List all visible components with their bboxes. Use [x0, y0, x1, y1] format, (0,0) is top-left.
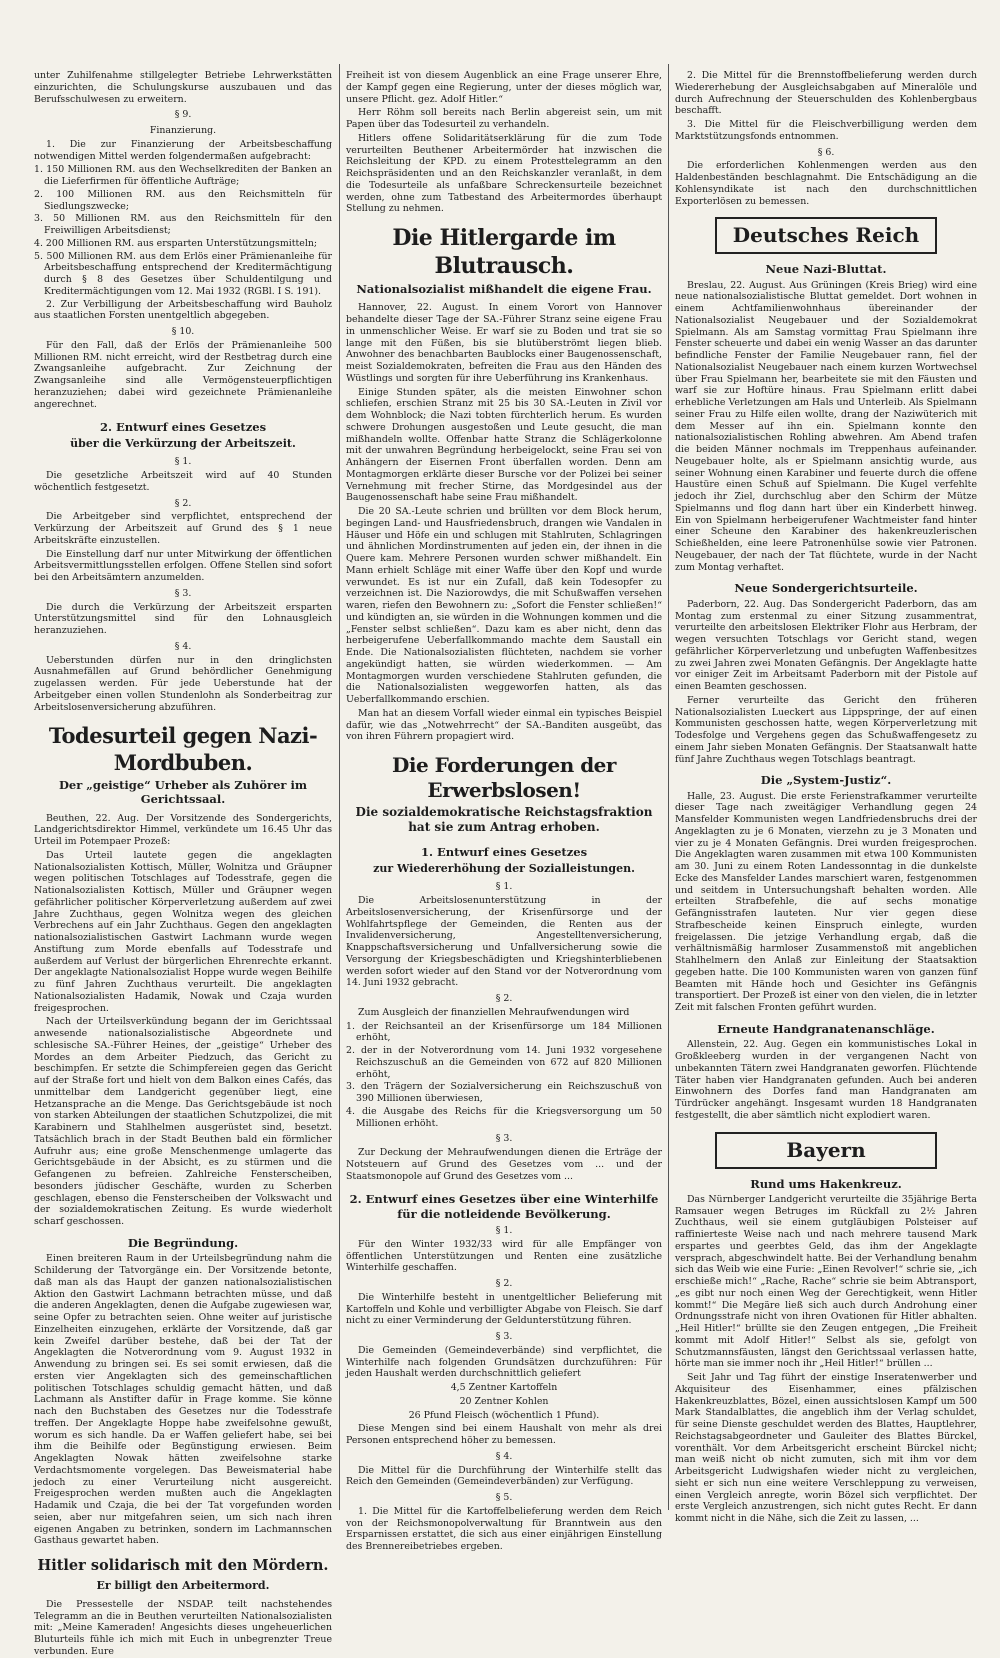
article-heading: Die „System-Justiz“. [760, 773, 892, 788]
paragraph: unter Zuhilfenahme stillgelegter Betriebe Lehrwerkstätten einzurichten, die Schulungskurse auszubauen und das Berufsschulwesen zu erweitern. [34, 70, 332, 105]
paragraph: Herr Röhm soll bereits nach Berlin abgereist sein, um mit Papen über das Todesurteil zu verhandeln. [346, 107, 662, 130]
section-mark: § 4. [495, 1450, 513, 1462]
paragraph: Halle, 23. August. Die erste Ferienstrafkammer verurteilte dieser Tage nach zweitägiger Verhandlung gegen 24 Mansfelder Kommunisten wegen Landfriedensbruchs drei der Angeklagten zu je 6 Monaten, vierzehn zu je 3 Monaten und vier zu je 4 Monaten Gefängnis. Drei wurden freigesprochen. Die Angeklagten waren zusammen mit etwa 100 Kommunisten am 30. Juni zu einem Roten Landessonntag in die dunkelste Ecke des Mansfelder Landes marschiert waren, festgenommen und seitdem in Untersuchungshaft behalten worden. Alle erteilten Strafbefehle, die auf sechs monatige Gefängnisstrafen lauteten. Nur vier gegen diese Strafbescheide keinen Einspruch einlegte, wurden freigelassen. Die jetzige Verhandlung ergab, daß die verhältnismäßig harmloser Zusammenstoß mit angeblichen Stahlhelmern den Anlaß zur Einleitung der Staatsaktion gegeben hatte. Die 100 Kommunisten waren von ganzen fünf Beamten mit Hände hoch und Gesichter ins Gefängnis transportiert. Der Prozeß ist einer von den vielen, die in letzter Zeit mit falschen Fronten geführt wurden. [675, 790, 977, 1014]
list-item: 5. 500 Millionen RM. aus dem Erlös einer Prämienanleihe für Arbeitsbeschaffung entsprechend der Kreditermächtigung durch § 8 des Gesetzes über Schuldentilgung und Kreditermächtigungen vom 12. Mai 1932 (RGBl. I S. 191). [34, 250, 332, 297]
article-subheading: zur Wiedererhöhung der Sozialleistungen. [373, 861, 635, 875]
paragraph: Zur Deckung der Mehraufwendungen dienen die Erträge der Notsteuern auf Grund des Gesetzes vom ... und der Staatsmonopole auf Grund des Gesetzes vom ... [346, 1147, 662, 1182]
section-box-header: Deutsches Reich [715, 217, 937, 254]
article-heading: Rund ums Hakenkreuz. [750, 1176, 902, 1191]
list-item: 3. 50 Millionen RM. aus den Reichsmitteln für den Freiwilligen Arbeitsdienst; [34, 213, 332, 236]
section-mark: § 9. [174, 109, 192, 121]
paragraph: Die Arbeitgeber sind verpflichtet, entsprechend der Verkürzung der Arbeitszeit auf Grund des § 1 neue Arbeitskräfte einzustellen. [34, 511, 332, 546]
article-heading: 2. Entwurf eines Gesetzes [99, 420, 267, 435]
paragraph: Nach der Urteilsverkündung begann der im Gerichtssaal anwesende nationalsozialistische Abgeordnete und schlesische SA.-Führer Heines, der „geistige“ Urheber des Mordes an dem Arbeiter Piedzuch, das Gericht zu beschimpfen. Er setzte die Schimpfereien gegen das Gericht auf der Straße fort und hielt von dem Balkon eines Cafés, das unmittelbar dem Landgericht gegenüber liegt, eine Hetzansprache an die Menge. Das Gerichtsgebäude ist noch von starken Abteilungen der staatlichen Schutzpolizei, die mit Karabinern und Stahlhelmen ausgerüstet sind, besetzt. Tatsächlich brach in der Stadt Beuthen bald ein förmlicher Aufruhr aus; eine große Menschenmenge umlagerte das Gerichtsgebäude in der Absicht, es zu stürmen und die Gefangenen zu befreien. Zahlreiche Fensterscheiben, besonders jüdischer Geschäfte, wurden zu Scherben geschlagen, ebenso die Fensterscheiben der Volkswacht und der sozialdemokratischen Zeitung. Es wurde wiederholt scharf geschossen. [34, 1016, 332, 1228]
list-item: 1. der Reichsanteil an der Krisenfürsorge um 184 Millionen erhöht, [346, 1020, 662, 1044]
paragraph: Die 20 SA.-Leute schrien und brüllten vor dem Block herum, begingen Land- und Hausfriedensbruch, drangen wie Vandalen in Häuser und Höfe ein und schlugen mit Stahlruten, Schlagringen und ähnlichen Mordinstrumenten auf jeden ein, der ihnen in die Quere kam. Mehrere Personen wurden schwer mißhandelt. Ein Mann erhielt Schläge mit einer Waffe über den Kopf und wurde verwundet. Es ist nur ein Zufall, daß kein Todesopfer zu verzeichnen ist. Die Naziorowdys, die mit Schußwaffen versehen waren, riefen den Bewohnern zu: „Sofort die Fenster schließen!“ und kündigten an, sie würden in die Wohnungen kommen und die „Fenster selbst schließen“. Dazu kam es aber nicht, denn das herbeigerufene Ueberfallkommando machte dem Saustall ein Ende. Die Nationalsozialisten flüchteten, nachdem sie vorher angekündigt hatten, sie würden wiederkommen. — Am Montagmorgen wurden verschiedene Stahlruten gefunden, die die Nationalsozialisten weggeworfen hatten, als das Ueberfallkommando erschien. [346, 506, 662, 706]
paragraph: Das Nürnberger Landgericht verurteilte die 35jährige Berta Ramsauer wegen Betruges im Rückfall zu 2½ Jahren Zuchthaus, weil sie einem gutgläubigen Polsteiser auf raffinierteste Weise nach und nach mehrere tausend Mark erspartes und geerbtes Geld, das ihm der Angeklagte versprach, abgeschwindelt hatte. Bei der Verhandlung benahm sich das Weib wie eine Furie: „Einen Revolver!“ schrie sie, „ich erschieße mich!“ „Rache, Rache“ schrie sie beim Abtransport, „es gibt nur noch einen Weg der Gerechtigkeit, wenn Hitler kommt!“ Die Megäre ließ sich auch durch Androhung einer Ordnungsstrafe nicht von ihren Ovationen für Hitler abhalten. „Heil Hitler!“ brüllte sie den Zeugen entgegen, „Die Freiheit kommt mit Adolf Hitler!“ Selbst als sie, gefolgt von Schutzmannsfäusten, längst den Gerichtssaal verlassen hatte, hörte man sie immer noch ihr „Heil Hitler!“ brüllen ... [675, 1193, 977, 1370]
paragraph: Ueberstunden dürfen nur in den dringlichsten Ausnahmefällen auf Grund behördlicher Genehmigung zugelassen werden. Für jede Ueberstunde hat der Arbeitgeber einen vollen Stundenlohn als Sonderbeitrag zur Arbeitslosenversicherung abzuführen. [34, 654, 332, 713]
article-heading: 1. Entwurf eines Gesetzes [420, 845, 588, 860]
list-item: 4,5 Zentner Kartoffeln [450, 1382, 558, 1393]
paragraph: Einige Stunden später, als die meisten Einwohner schon schliefen, erschien Stranz mit 25 bis 30 SA.-Leuten in Zivil vor dem Wohnblock; die Nazi tobten fürchterlich herum. Es wurden schwere Drohungen ausgestoßen und Leute gesucht, die man mißhandeln wollte. Offenbar hatte Stranz die Schlägerkolonne mit der unwahren Begründung herbeigelockt, seine Frau sei von Anhängern der Eisernen Front überfallen worden. Denn am Montagmorgen erklärte dieser Bursche vor der Polizei bei seiner Vernehmung mit frecher Stirne, das Mordgesindel aus der Baugenossenschaft habe seine Frau mißhandelt. [346, 386, 662, 504]
section-mark: § 3. [174, 587, 192, 599]
paragraph: 1. Die Mittel für die Kartoffelbelieferung werden dem Reich von der Reichsmonopolverwaltung für Branntwein aus den Ersparnissen erstattet, die sich aus einer einjährigen Einstellung des Brennereibetriebes ergeben. [346, 1505, 662, 1552]
column-divider [668, 64, 669, 1510]
paragraph: 3. Die Mittel für die Fleischverbilligung werden dem Marktstützungsfonds entnommen. [675, 119, 977, 142]
list-item: 20 Zentner Kohlen [459, 1395, 549, 1407]
paragraph: Die Winterhilfe besteht in unentgeltlicher Belieferung mit Kartoffeln und Kohle und verbilligter Abgabe von Fleisch. Sie darf nicht zu einer Verminderung der Geldunterstützung führen. [346, 1291, 662, 1327]
article-headline: Die Hitlergarde im Blutrausch. [392, 225, 616, 279]
article-subheading: über die Verkürzung der Arbeitszeit. [70, 436, 296, 450]
section-mark: § 5. [495, 1492, 513, 1503]
paragraph: Die Gemeinden (Gemeindeverbände) sind verpflichtet, die Winterhilfe nach folgenden Grundsätzen durchzuführen: Für jeden Haushalt werden durchschnittlich geliefert [346, 1344, 662, 1380]
paragraph: Hitlers offene Solidaritätserklärung für die zum Tode verurteilten Beuthener Arbeitermörder hat inzwischen die Reichsleitung der KPD. zu einem Protesttelegramm an den Reichspräsidenten und an den Reichskanzler veranlaßt, in dem die Todesurteile als unfaßbare Schreckensurteile bezeichnet werden, ohne zum Tatbestand des Arbeitermordes überhaupt Stellung zu nehmen. [346, 132, 662, 215]
paragraph: Seit Jahr und Tag führt der einstige Inseratenwerber und Akquisiteur des Eisenhammer, eines pfälzischen Hakenkreuzblattes, Bözel, einen aussichtslosen Kampf um 500 Mark Standalblattes, die angeblich ihm der Verlag schuldet, für seine Dienste geschuldet werden des Blattes, Hauptlehrer, Reichstagsabgeordneter und Gauleiter des Blattes Bürckel, vorenthält. Vor dem Arbeitsgericht erscheint Bürckel nicht; man weiß nicht ob nicht zumuten, sich mit ihm vor dem Arbeitsgericht Ludwigshafen wieder nicht zu vergleichen, sieht er sich nun eine weitere Verschleppung zu verweisen, einen Vergleich anregte, worin Bözel sich verpflichtet. Der erste Vergleich anzustrengen, sich nicht gutes Recht. Er dann kommt nicht in die Nähe, sich die Zeit zu lassen, ... [675, 1372, 977, 1525]
paragraph: Die durch die Verkürzung der Arbeitszeit ersparten Unterstützungsmittel sind für den Lohnausgleich heranzuziehen. [34, 601, 332, 637]
list-item: 2. der in der Notverordnung vom 14. Juni 1932 vorgesehene Reichszuschuß an die Gemeinden von 672 auf 820 Millionen erhöht, [346, 1045, 662, 1080]
paragraph: Man hat an diesem Vorfall wieder einmal ein typisches Beispiel dafür, wie das „Notwehrrecht“ der SA.-Banditen ausgeübt, das von ihren Führern propagiert wird. [346, 707, 662, 743]
paragraph: 1. Die zur Finanzierung der Arbeitsbeschaffung notwendigen Mittel werden folgendermaßen aufgebracht: [34, 138, 332, 162]
article-headline: Hitler solidarisch mit den Mördern. [37, 1557, 329, 1574]
list-item: 2. 100 Millionen RM. aus den Reichsmitteln für Siedlungszwecke; [34, 188, 332, 212]
paragraph: Die Pressestelle der NSDAP. teilt nachstehendes Telegramm an die in Beuthen verurteilten Nationalsozialisten mit: „Meine Kameraden! Angesichts dieses ungeheuerlichen Bluturteils fühle ich mich mit Euch in unbegrenzter Treue verbunden. Eure [34, 1598, 332, 1657]
paragraph: Die Mittel für die Durchführung der Winterhilfe stellt das Reich den Gemeinden (Gemeindeverbänden) zur Verfügung. [346, 1464, 662, 1488]
paragraph: Beuthen, 22. Aug. Der Vorsitzende des Sondergerichts, Landgerichtsdirektor Himmel, verkündete um 16.45 Uhr das Urteil im Potempaer Prozeß: [34, 812, 332, 848]
section-title: Finanzierung. [149, 125, 217, 136]
paragraph: Diese Mengen sind bei einem Haushalt von mehr als drei Personen entsprechend höher zu bemessen. [346, 1423, 662, 1446]
section-mark: § 1. [495, 1225, 513, 1236]
paragraph: Die Arbeitslosenunterstützung in der Arbeitslosenversicherung, der Krisenfürsorge und der Wohlfahrtspflege der Gemeinden, die Renten aus der Invalidenversicherung, Angestelltenversicherung, Knappschaftsversicherung und Unfallversicherung sowie die Versorgung der Kriegsbeschädigten und Kriegshinterbliebenen werden sofort wieder auf den Stand vor der Notverordnung vom 14. Juni 1932 gebracht. [346, 895, 662, 989]
section-mark: § 3. [495, 1133, 513, 1145]
article-subheading: Er billigt den Arbeitermord. [96, 1579, 270, 1593]
section-mark: § 2. [495, 1278, 513, 1289]
article-heading: 2. Entwurf eines Gesetzes über eine Winterhilfe für die notleidende Bevölkerung. [349, 1192, 659, 1221]
section-mark: § 1. [495, 881, 513, 893]
section-mark: § 4. [174, 640, 192, 652]
article-heading: Neue Sondergerichtsurteile. [734, 581, 918, 596]
section-mark: § 2. [495, 993, 513, 1004]
article-heading: Erneute Handgranatenanschläge. [717, 1021, 935, 1036]
article-heading: Die Begründung. [127, 1235, 239, 1250]
section-mark: § 10. [171, 326, 195, 337]
column-left [34, 70, 332, 1657]
list-item: 1. 150 Millionen RM. aus den Wechselkrediten der Banken an die Lieferfirmen für öffentliche Aufträge; [34, 164, 332, 187]
article-subheading: Der „geistige“ Urheber als Zuhörer im Gerichtssaal. [58, 777, 308, 807]
paragraph: Zum Ausgleich der finanziellen Mehraufwendungen wird [358, 1006, 630, 1018]
paragraph: Paderborn, 22. Aug. Das Sondergericht Paderborn, das am Montag zum erstenmal zu einer Sitzung zusammentrat, verurteilte den arbeitslosen Elektriker Flohr aus Herbram, der wegen versuchten Totschlags vor Gericht stand, wegen gefährlicher Körperverletzung und unbefugten Waffenbesitzes zu zwei Jahren zwei Monaten Gefängnis. Der Angeklagte hatte vor einiger Zeit im Arbeitsamt Paderborn mit der Pistole auf einen Beamten geschossen. [675, 598, 977, 692]
paragraph: Das Urteil lautete gegen die angeklagten Nationalsozialisten Kottisch, Müller, Wolnitza und Gräupner wegen politischen Totschlages auf Todesstrafe, gegen die Nationalsozialisten Kottisch, Müller und Gräupner wegen gefährlicher politischer Körperverletzung außerdem auf zwei Jahre Zuchthaus, gegen Wolnitza wegen des gleichen Verbrechens auf ein Jahr Zuchthaus. Gegen den angeklagten nationalsozialistischen Gastwirt Lachmann wurde wegen Anstiftung zum Morde ebenfalls auf Todesstrafe und außerdem auf Verlust der bürgerlichen Ehrenrechte erkannt. Der angeklagte Nationalsozialist Hoppe wurde wegen Beihilfe zu fünf Jahren Zuchthaus verurteilt. Die angeklagten Nationalsozialisten Hadamik, Nowak und Czaja wurden freigesprochen. [34, 849, 332, 1014]
paragraph: Einen breiteren Raum in der Urteilsbegründung nahm die Schilderung der Tatvorgänge ein. Der Vorsitzende betonte, daß man als das Haupt der ganzen nationalsozialistischen Aktion den Gastwirt Lachmann betrachten müsse, und daß die anderen Angeklagten, denen die Aufgabe zugewiesen war, seine Opfer zu betrachten seien. Ohne weiter auf juristische Einzelheiten einzugehen, erklärte der Vorsitzende, daß gar kein Zweifel darüber bestehe, daß bei der Tat der Angeklagten die Notverordnung vom 9. August 1932 in Anwendung zu bringen sei. Es sei somit erwiesen, daß die ersten vier Angeklagten sich des gemeinschaftlichen politischen Totschlages schuldig gemacht hätten, und daß Lachmann als Anstifter dafür in Frage komme. Sie könne nach den Buchstaben des Gesetzes nur die Todesstrafe treffen. Der Angeklagte Hoppe habe zweifelsohne gewußt, worum es sich handle. Da er Waffen geliefert habe, sei bei ihm die Beihilfe oder Begünstigung erwiesen. Beim Angeklagten Nowak hätten zweifelsohne starke Verdachtsmomente vorgelegen. Das Beweismaterial habe jedoch zu einer Verurteilung nicht ausgereicht. Freigesprochen werden mußten auch die Angeklagten Hadamik und Czaja, die bei der Tat vorgefunden worden seien, aber nur mitgefahren seien, um sich nach ihren eigenen Angaben zu betrinken, sondern im Lachmannschen Gasthaus gewartet haben. [34, 1253, 332, 1547]
section-mark: § 6. [817, 146, 835, 158]
paragraph: 2. Zur Verbilligung der Arbeitsbeschaffung wird Bauholz aus staatlichen Forsten unentgeltlich abgegeben. [34, 298, 332, 322]
paragraph: Die gesetzliche Arbeitszeit wird auf 40 Stunden wöchentlich festgesetzt. [34, 470, 332, 493]
section-box-header: Bayern [715, 1132, 937, 1169]
section-mark: § 1. [174, 456, 192, 468]
section-mark: § 2. [174, 497, 192, 509]
list-item: 3. den Trägern der Sozialversicherung ein Reichszuschuß von 390 Millionen überwiesen, [346, 1081, 662, 1104]
article-subheading: Nationalsozialist mißhandelt die eigene Frau. [356, 282, 652, 296]
paragraph: Die erforderlichen Kohlenmengen werden aus den Haldenbeständen beschlagnahmt. Die Entschädigung an die Kohlensyndikate ist nach den durchschnittlichen Exporterlösen zu bemessen. [675, 160, 977, 207]
paragraph: Freiheit ist von diesem Augenblick an eine Frage unserer Ehre, der Kampf gegen eine Regierung, unter der dieses möglich war, unsere Pflicht. gez. Adolf Hitler.“ [346, 70, 662, 105]
column-divider [339, 64, 340, 1510]
article-headline: Todesurteil gegen Nazi-Mordbuben. [48, 723, 318, 775]
list-item: 4. die Ausgabe des Reichs für die Kriegsversorgung um 50 Millionen erhöht. [346, 1105, 662, 1129]
article-headline: Die Forderungen der Erwerbslosen! [392, 753, 616, 803]
paragraph: 2. Die Mittel für die Brennstoffbelieferung werden durch Wiedererhebung der Ausgleichsabgaben auf Mineralöle und durch Aufrechnung der Steuerschulden des Kohlenbergbaus beschafft. [675, 70, 977, 117]
column-right [675, 70, 977, 1525]
paragraph: Für den Winter 1932/33 wird für alle Empfänger von öffentlichen Unterstützungen und Renten eine zusätzliche Winterhilfe geschaffen. [346, 1238, 662, 1274]
paragraph: Allenstein, 22. Aug. Gegen ein kommunistisches Lokal in Großkleeberg wurden in der vergangenen Nacht von unbekannten Tätern zwei Handgranaten geworfen. Flüchtende Täter haben vier Handgranaten gefunden. Auch bei anderen Einwohnern des Dorfes fand man Handgranaten am Türdrücker angehängt. Insgesamt wurden 18 Handgranaten festgestellt, die aber sämtlich nicht explodiert waren. [675, 1039, 977, 1121]
paragraph: Breslau, 22. August. Aus Grüningen (Kreis Brieg) wird eine neue nationalsozialistische Bluttat gemeldet. Dort wohnen in einem Achtfamilienwohnhaus übereinander der Nationalsozialist Neugebauer und der Sozialdemokrat Spielmann. Als am Samstag vormittag Frau Spielmann ihre Fenster scheuerte und dabei ein wenig Wasser an das darunter befindliche Fenster der Familie Neugebauer rann, fiel der Nationalsozialist Neugebauer nach einem kurzen Wortwechsel über Frau Spielmann her, bearbeitete sie mit den Fäusten und warf sie zur Hoftüre hinaus. Frau Spielmann erlitt dabei erhebliche Verletzungen am Hals und Unterleib. Als Spielmann seiner Frau zu Hilfe eilen wollte, drang der Naziwüterich mit dem Messer auf ihn ein. Spielmann konnte den nationalsozialistischen Rohling abwehren. Am Abend trafen die beiden Männer nochmals im Treppenhaus aufeinander. Neugebauer holte, als er Spielmann ansichtig wurde, aus seiner Wohnung einen Karabiner und feuerte durch die offene Haustüre einen Schuß auf Spielmann. Die Kugel verfehlte jedoch ihr Ziel, durchschlug aber den Schirm der Mütze Spielmanns und flog dann hart über ein Kinderbett hinweg. Ein von Spielmann herbeigerufener Wachtmeister fand hinter einer Scheune den Karabiner des hakenkreuzlerischen Schießhelden, eine leere Patronenhülse sowie vier Patronen. Neugebauer, der nach der Tat flüchtete, wurde in der Nacht zum Montag verhaftet. [675, 279, 977, 573]
article-heading: Neue Nazi-Bluttat. [765, 262, 887, 277]
list-item: 26 Pfund Fleisch (wöchentlich 1 Pfund). [408, 1409, 600, 1421]
paragraph: Hannover, 22. August. In einem Vorort von Hannover behandelte dieser Tage der SA.-Führer Stranz seine eigene Frau in unmenschlicher Weise. Er warf sie zu Boden und trat sie so lange mit den Füßen, bis sie blutüberströmt liegen blieb. Anwohner des benachbarten Baublocks einer Baugenossenschaft, meist Sozialdemokraten, befreiten die Frau aus den Händen des Wüstlings und sorgten für ihre Ueberführung ins Krankenhaus. [346, 302, 662, 384]
paragraph: Für den Fall, daß der Erlös der Prämienanleihe 500 Millionen RM. nicht erreicht, wird der Restbetrag durch eine Zwangsanleihe aufgebracht. Zur Zeichnung der Zwangsanleihe sind alle Vermögensteuerpflichtigen heranzuziehen; dabei wird gezeichnete Prämienanleihe angerechnet. [34, 339, 332, 410]
section-mark: § 3. [495, 1331, 513, 1342]
column-middle [346, 70, 662, 1552]
list-item: 4. 200 Millionen RM. aus ersparten Unterstützungsmitteln; [34, 237, 318, 249]
paragraph: Die Einstellung darf nur unter Mitwirkung der öffentlichen Arbeitsvermittlungsstellen erfolgen. Offene Stellen sind sofort bei den Arbeitsämtern anzumelden. [34, 548, 332, 584]
article-subheading: Die sozialdemokratische Reichstagsfraktion hat sie zum Antrag erhoben. [355, 805, 653, 835]
paragraph: Ferner verurteilte das Gericht den früheren Nationalsozialisten Lueckert aus Lippspringe, der auf einen Kommunisten geschossen hatte, wegen Körperverletzung mit Todesfolge und Vergehens gegen das Schußwaffengesetz zu einem Jahr sieben Monaten Gefängnis. Der Staatsanwalt hatte fünf Jahre Zuchthaus wegen Totschlags beantragt. [675, 694, 977, 765]
